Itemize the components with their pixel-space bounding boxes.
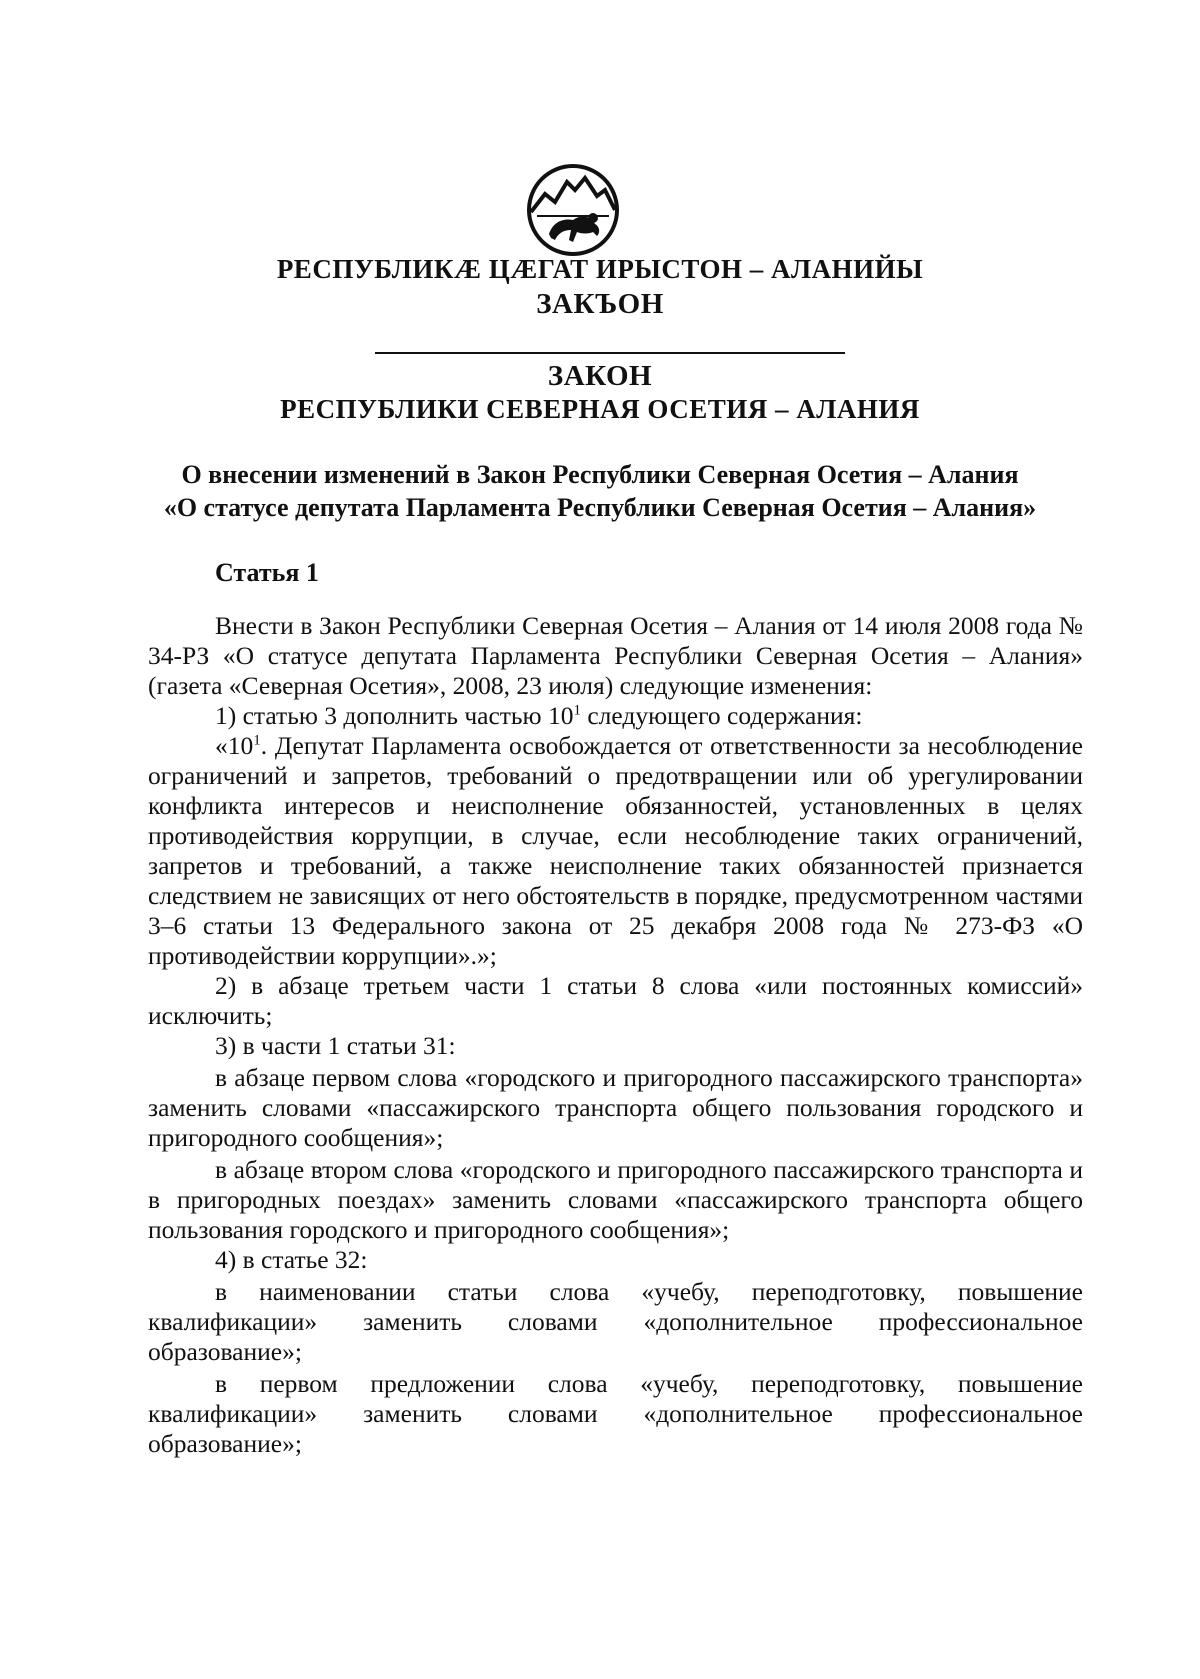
coat-of-arms-emblem — [523, 160, 623, 260]
item-3-paragraph-second: в абзаце втором слова «городского и пригородного пассажирского транспорта и в пригородных поездах» заменить словами «пассажирского транспорта общего пользования городского и пригородного сообщения»; — [148, 1155, 1083, 1244]
ossetian-law-heading: ЗАКЪОН — [536, 288, 664, 320]
intro-paragraph: Внести в Закон Республики Северная Осетия – Алания от 14 июля 2008 года № 34-РЗ «О статусе депутата Парламента Республики Северная Осетия – Алания» (газета «Северная Осетия», 2008, 23 июля) следующие изменения: — [148, 611, 1083, 700]
article-body — [148, 611, 1083, 1459]
item-4-paragraph-title: в наименовании статьи слова «учебу, переподготовку, повышение квалификации» заменить словами «дополнительное профессиональное образование»; — [148, 1277, 1083, 1366]
item-4-paragraph-first-sentence: в первом предложении слова «учебу, переподготовку, повышение квалификации» заменить словами «дополнительное профессиональное образование»; — [148, 1369, 1083, 1458]
superscript: 1 — [573, 702, 581, 719]
item-3-paragraph-first: в абзаце первом слова «городского и пригородного пассажирского транспорта» заменить словами «пассажирского транспорта общего пользования городского и пригородного сообщения»; — [148, 1063, 1083, 1152]
new-part-number: «10 — [215, 731, 254, 760]
new-part-paragraph — [148, 731, 1083, 971]
amendment-item-3: 3) в части 1 статьи 31: — [215, 1031, 456, 1060]
russian-law-heading: ЗАКОН — [547, 360, 653, 392]
amendment-item-4: 4) в статье 32: — [215, 1245, 368, 1274]
russian-republic-heading: РЕСПУБЛИКИ СЕВЕРНАЯ ОСЕТИЯ – АЛАНИЯ — [280, 394, 920, 424]
item-1-text: 1) статью 3 дополнить частью 10 — [215, 701, 574, 730]
law-title-line-2: «О статусе депутата Парламента Республики Северная Осетия – Алания» — [163, 493, 1037, 522]
article-heading: Статья 1 — [215, 558, 319, 587]
new-part-text: . Депутат Парламента освобождается от ответственности за несоблюдение ограничений и запретов, требований о предотвращении или об урегулировании конфликта интересов и неисполнение обязанностей, установленных в целях противодействия коррупции, в случае, если несоблюдение таких ограничений, запретов и требований, а также неисполнение таких обязанностей признается следствием не зависящих от него обстоятельств в порядке, предусмотренном частями 3–6 статьи 13 Федерального закона от 25 декабря 2008 года № 273-ФЗ «О противодействии коррупции».»; — [148, 731, 1083, 970]
item-1-text-tail: следующего содержания: — [587, 701, 863, 730]
superscript: 1 — [253, 732, 261, 749]
heading-divider — [375, 352, 845, 354]
amendment-item-1 — [148, 701, 1083, 731]
ossetian-republic-heading: РЕСПУБЛИКӔ ЦӔГАТ ИРЫСТОН – АЛАНИЙЫ — [276, 254, 924, 284]
amendment-item-2: 2) в абзаце третьем части 1 статьи 8 слова «или постоянных комиссий» исключить; — [148, 971, 1083, 1030]
law-title-line-1: О внесении изменений в Закон Республики Северная Осетия – Алания — [181, 460, 1019, 489]
